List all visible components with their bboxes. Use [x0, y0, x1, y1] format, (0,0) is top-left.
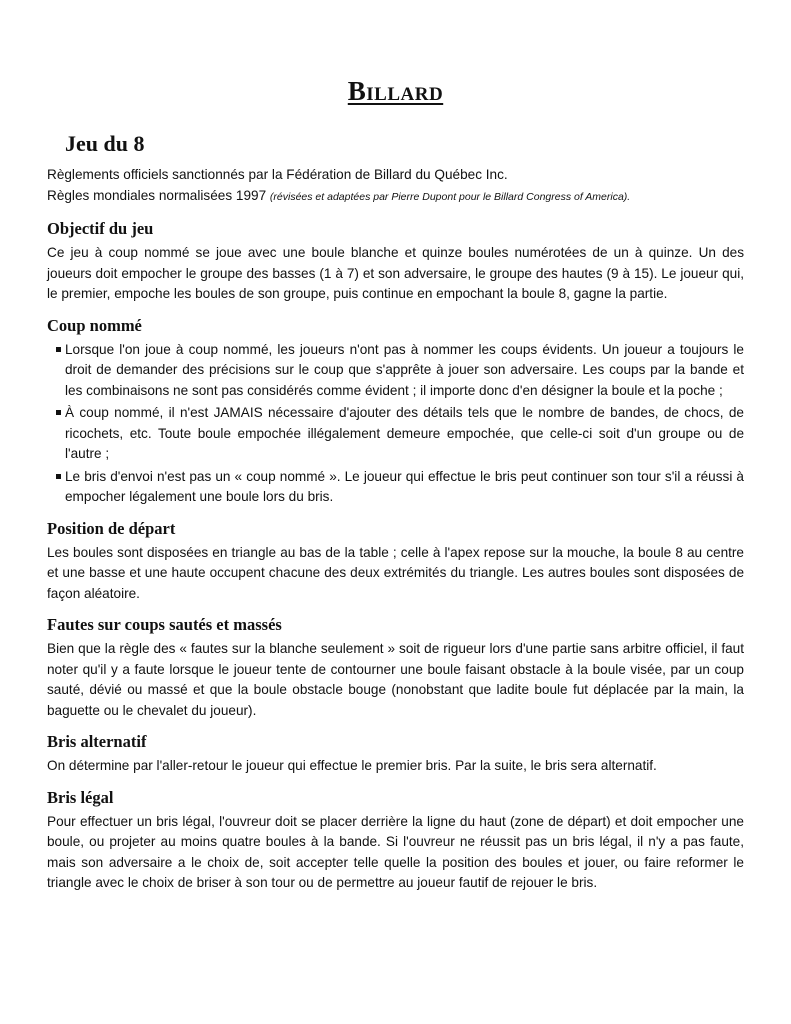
list-item	[47, 467, 744, 508]
list-item-text: À coup nommé, il n'est JAMAIS nécessaire d'ajouter des détails tels que le nombre de bandes, de chocs, de ricochets, etc. Toute boule empochée illégalement demeure empochée, que celle-ci soit d'un groupe ou de l'autre ;	[65, 405, 744, 461]
intro-line-2-text: Règles mondiales normalisées 1997	[47, 188, 270, 203]
intro-line-2	[47, 185, 744, 208]
document-title: Billard	[347, 76, 444, 106]
list-item	[47, 403, 744, 465]
section-heading-objectif: Objectif du jeu	[47, 219, 154, 238]
section-text-fautes: Bien que la règle des « fautes sur la blanche seulement » soit de rigueur lors d'une partie sans arbitre officiel, il faut noter qu'il y a faute lorsque le joueur tente de contourner une boule faisant obstacle à la boule visée, par un coup sauté, dévié ou massé et que la boule obstacle bouge (nonobstant que ladite boule fut déplacée par la main, la baguette ou le chevalet du joueur).	[47, 641, 744, 718]
section-heading-bris-alternatif: Bris alternatif	[47, 732, 147, 751]
document-page	[47, 74, 744, 894]
intro-line-1: Règlements officiels sanctionnés par la Fédération de Billard du Québec Inc.	[47, 167, 508, 182]
game-title: Jeu du 8	[65, 131, 145, 156]
section-text-bris-alternatif: On détermine par l'aller-retour le joueur qui effectue le premier bris. Par la suite, le bris sera alternatif.	[47, 758, 657, 773]
list-item	[47, 340, 744, 402]
section-text-position: Les boules sont disposées en triangle au bas de la table ; celle à l'apex repose sur la mouche, la boule 8 au centre et une basse et une haute occupent chacune des deux extrémités du triangle. Les autres boules sont disposées de façon aléatoire.	[47, 544, 744, 601]
section-heading-position: Position de départ	[47, 518, 176, 538]
section-heading-fautes: Fautes sur coups sautés et massés	[47, 615, 282, 634]
section-text-objectif: Ce jeu à coup nommé se joue avec une boule blanche et quinze boules numérotées de un à quinze. Un des joueurs doit empocher le groupe des basses (1 à 7) et son adversaire, le groupe des hautes (9 à 15). Le joueur qui, le premier, empoche les boules de son groupe, puis continue en empochant la boule 8, gagne la partie.	[47, 245, 744, 301]
section-heading-bris-legal: Bris légal	[47, 787, 114, 807]
intro-line-2-note: (révisées et adaptées par Pierre Dupont pour le Billard Congress of America).	[269, 191, 631, 203]
coup-nomme-list	[47, 340, 744, 508]
square-bullet-icon	[56, 347, 61, 352]
list-item-text: Le bris d'envoi n'est pas un « coup nommé ». Le joueur qui effectue le bris peut continuer son tour s'il a réussi à empocher légalement une boule lors du bris.	[65, 468, 744, 504]
list-item-text: Lorsque l'on joue à coup nommé, les joueurs n'ont pas à nommer les coups évidents. Un joueur a toujours le droit de demander des précisions sur le coup que s'apprête à jouer son adversaire. Les coups par la bande et les combinaisons ne sont pas considérés comme évident ; il importe donc d'en désigner la boule et la poche ;	[65, 341, 744, 398]
section-heading-coup-nomme: Coup nommé	[47, 315, 142, 335]
square-bullet-icon	[56, 474, 61, 479]
square-bullet-icon	[56, 410, 61, 415]
section-text-bris-legal: Pour effectuer un bris légal, l'ouvreur doit se placer derrière la ligne du haut (zone de départ) et doit empocher une boule, ou projeter au moins quatre boules à la bande. Si l'ouvreur ne réussit pas un bris légal, il n'y a pas faute, mais son adversaire a le choix de, soit accepter telle quelle la position des boules et jouer, ou faire reformer le triangle avec le choix de briser à son tour ou de permettre au joueur fautif de rejouer le bris.	[47, 813, 744, 890]
